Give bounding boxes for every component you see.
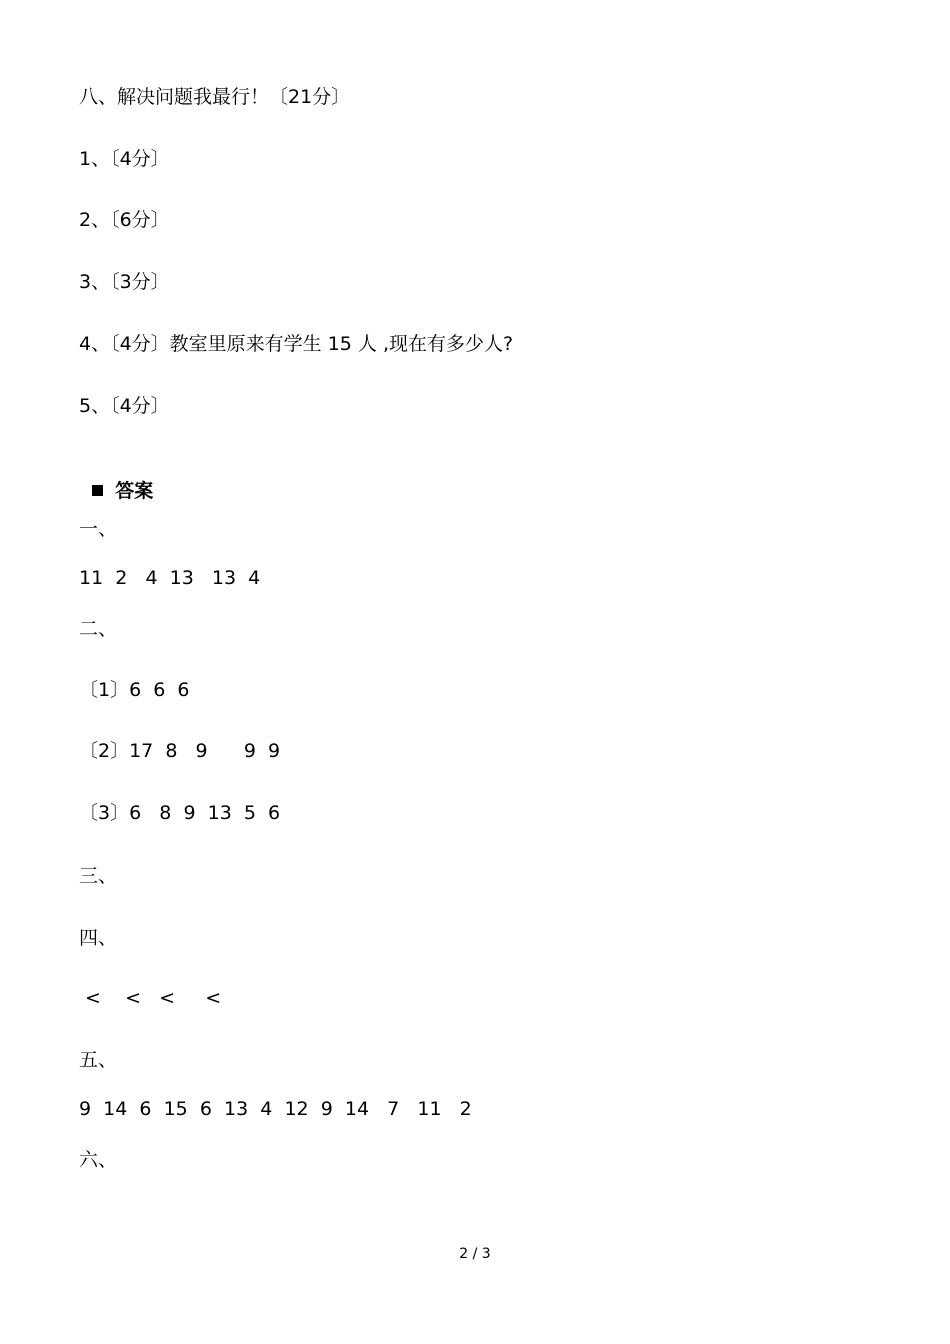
answers-title: [79, 455, 153, 503]
answer-section-5-label: 五、: [79, 1049, 118, 1071]
answer-section-4-label: 四、: [79, 927, 118, 949]
answer-section-2-row-1: 〔1〕6 6 6: [79, 679, 190, 701]
answers-title-text: 答案: [115, 480, 154, 502]
answer-section-1-label: 一、: [79, 518, 118, 540]
answer-section-2-label: 二、: [79, 618, 118, 640]
question-4: 4、〔4分〕教室里原来有学生 15 人 ,现在有多少人?: [79, 333, 514, 355]
question-5: 5、〔4分〕: [79, 395, 170, 417]
question-2: 2、〔6分〕: [79, 209, 170, 231]
square-bullet-icon: [92, 485, 103, 496]
question-1: 1、〔4分〕: [79, 148, 170, 170]
question-3: 3、〔3分〕: [79, 271, 170, 293]
answer-section-3-label: 三、: [79, 865, 118, 887]
answer-section-6-label: 六、: [79, 1149, 118, 1171]
answer-section-2-row-2: 〔2〕17 8 9 9 9: [79, 740, 281, 762]
answer-section-2-row-3: 〔3〕6 8 9 13 5 6: [79, 802, 281, 824]
section-8-heading: 八、解决问题我最行！〔21分〕: [79, 86, 351, 108]
answer-section-4-values: < < < <: [79, 987, 222, 1009]
page-number: 2 / 3: [459, 1246, 491, 1262]
answer-section-5-values: 9 14 6 15 6 13 4 12 9 14 7 11 2: [79, 1098, 472, 1120]
answer-section-1-values: 11 2 4 13 13 4: [79, 567, 261, 589]
